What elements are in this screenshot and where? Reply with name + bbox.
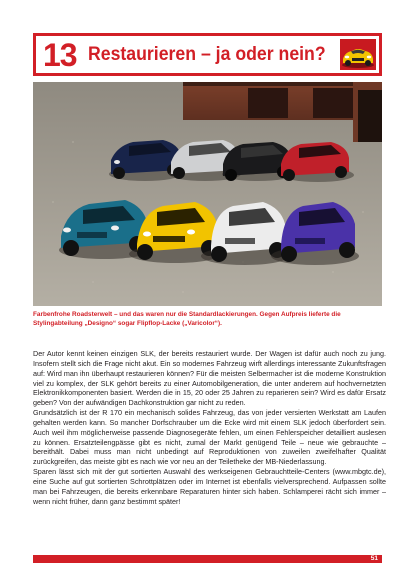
page-number: 51 xyxy=(370,555,378,562)
chapter-number: 13 xyxy=(43,37,77,73)
body-paragraph: Sparen lässt sich mit der gut sortierten Auswahl des werkseigenen Gebrauchtteile-Centers (www.mbgtc.de), eine Suche auf gut sortierten Schrottplätzen oder im Internet ist ebenfalls vielversprechend. Aufpassen sollte man bei Fahrzeugen, die bereits erkennbare Reparaturen hinter sich haben. Schlamperei rächt sich immer – wenn nicht früher, dann ganz bestimmt später! xyxy=(33,467,386,506)
footer-bar xyxy=(33,555,382,563)
yellow-car-thumbnail-icon xyxy=(340,39,376,70)
body-paragraph: Grundsätzlich ist der R 170 ein mechanisch solides Fahrzeug, das von jeder versierten Werkstatt am Laufen gehalten werden kann. So mancher Dorfschrauber um die Ecke wird mit einem SLK jedoch überfordert sein. Auch weil ihm möglicherweise passende Diagnosegeräte fehlen, um einen Fehlerspeicher detailliert auslesen zu können. Ersatzteilengpässe gibt es nicht, zumal der Markt genügend Teile – neue wie gebrauchte – bereithält. Dabei muss man nicht unbedingt auf Reproduktionen von zuweilen zweifelhafter Qualität zurückgreifen, das meiste gibt es nach wie vor neu an der Teiletheke der MB-Niederlassung. xyxy=(33,408,386,467)
roadster-lineup-photo xyxy=(33,82,382,306)
photo-caption: Farbenfrohe Roadsterwelt – und das waren nur die Standardlackierungen. Gegen Aufpreis lieferte die Stylingabteilung „Designo“ sogar Flipflop-Lacke („Varicolor“). xyxy=(33,311,341,327)
chapter-title: Restaurieren – ja oder nein? xyxy=(88,44,326,65)
body-paragraph: Der Autor kennt keinen einzigen SLK, der bereits restauriert wurde. Der Wagen ist dafür auch noch zu jung. Insofern stellt sich die Frage nicht akut. Ein so modernes Fahrzeug wirft allerdings interessante Zukunftsfragen auf: Wird man ihn überhaupt restaurieren können? Für die meisten Selbermacher ist die moderne Konstruktion viel zu komplex, der SLK gehört bereits zu einer Automobilgeneration, die unter anderem auf hochvernetzten Elektronikkomponenten basiert. Werden die in 15, 20 oder 25 Jahren zu reparieren sein? Wird es dafür Ersatz geben? Von der aufwändigen Dachkonstruktion gar nicht zu reden. xyxy=(33,349,386,408)
article-body xyxy=(33,349,386,507)
chapter-header xyxy=(33,33,382,76)
